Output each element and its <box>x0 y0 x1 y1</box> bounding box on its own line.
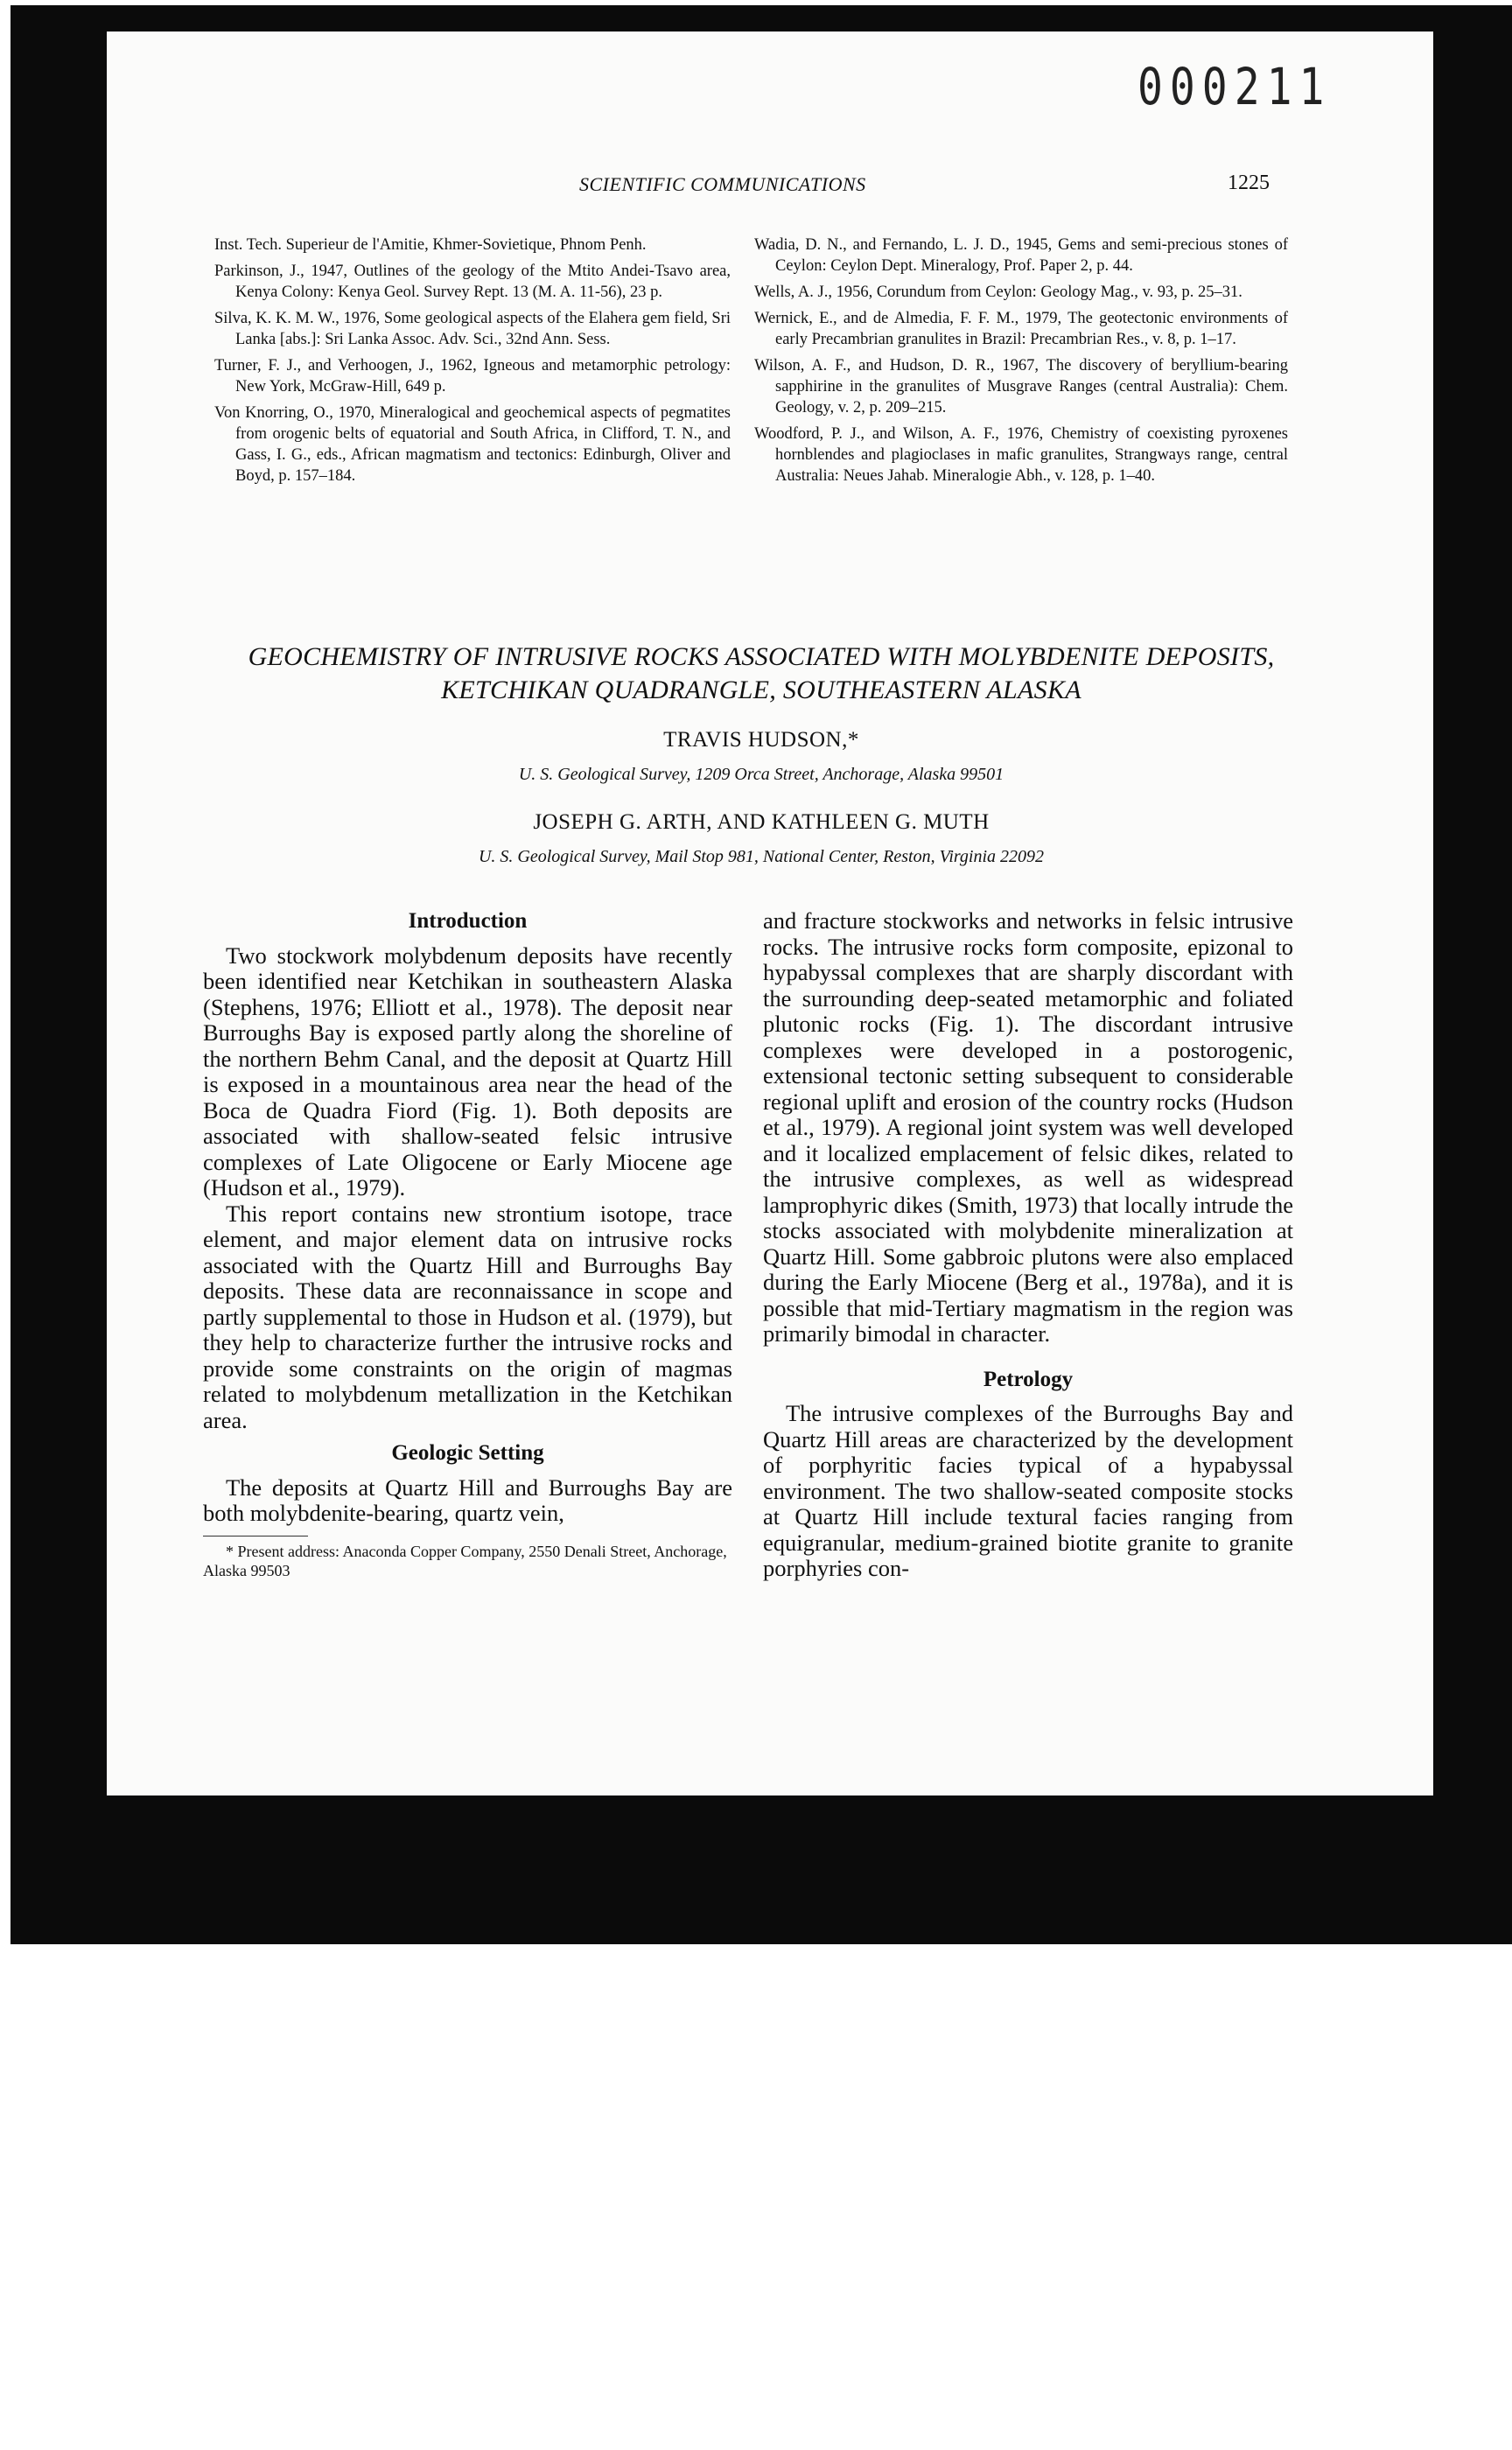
scan-border-bottom <box>10 1796 1512 1944</box>
body-left-column <box>203 906 732 1580</box>
page-number: 1225 <box>1228 172 1270 194</box>
author-primary: TRAVIS HUDSON,* <box>663 728 859 752</box>
running-header: SCIENTIFIC COMMUNICATIONS <box>579 173 866 195</box>
article-title-line-1: GEOCHEMISTRY OF INTRUSIVE ROCKS ASSOCIATED WITH MOLYBDENITE DEPOSITS, <box>248 642 1275 671</box>
reference-item: Wells, A. J., 1956, Corundum from Ceylon: Geology Mag., v. 93, p. 25–31. <box>754 284 1242 301</box>
reference-item: Silva, K. K. M. W., 1976, Some geological aspects of the Elahera gem field, Sri Lanka [abs.]: Sri Lanka Assoc. Adv. Sci., 32nd Ann. Sess. <box>214 310 731 348</box>
references-right-column <box>754 234 1288 492</box>
affiliation-secondary: U. S. Geological Survey, Mail Stop 981, National Center, Reston, Virginia 22092 <box>478 847 1045 866</box>
affiliation-primary: U. S. Geological Survey, 1209 Orca Street, Anchorage, Alaska 99501 <box>518 765 1004 784</box>
paragraph: This report contains new strontium isotope, trace element, and major element data on intrusive rocks associated with the Quartz Hill and Burroughs Bay deposits. These data are reconnaissance in scope and partly supplemental to those in Hudson et al. (1979), but they help to characterize further the intrusive rocks and provide some constraints on the origin of magmas related to molybdenum metallization in the Ketchikan area. <box>203 1200 732 1433</box>
scan-border-right <box>1433 5 1512 1944</box>
reference-item: Wilson, A. F., and Hudson, D. R., 1967, The discovery of beryllium-bearing sapphirine in the granulites of Musgrave Ranges (central Australia): Chem. Geology, v. 2, p. 209–215. <box>754 357 1288 416</box>
references-left-column <box>214 234 731 492</box>
reference-item: Wadia, D. N., and Fernando, L. J. D., 1945, Gems and semi-precious stones of Ceylon: Ceylon Dept. Mineralogy, Prof. Paper 2, p. 44. <box>754 236 1288 275</box>
reference-item: Woodford, P. J., and Wilson, A. F., 1976, Chemistry of coexisting pyroxenes hornblendes and plagioclases in mafic granulites, Strangways range, central Australia: Neues Jahab. Mineralogie Abh., v. 128, p. 1–40. <box>754 425 1288 485</box>
scan-border-top <box>10 5 1512 32</box>
document-stamp-number: 000211 <box>1138 58 1332 117</box>
reference-item: Von Knorring, O., 1970, Mineralogical and geochemical aspects of pegmatites from orogenic belts of equatorial and South Africa, in Clifford, T. N., and Gass, I. G., eds., African magmatism and tectonics: Edinburgh, Oliver and Boyd, p. 157–184. <box>214 404 731 485</box>
scan-border-left <box>10 5 107 1939</box>
reference-item: Parkinson, J., 1947, Outlines of the geology of the Mtito Andei-Tsavo area, Kenya Colony: Kenya Geol. Survey Rept. 13 (M. A. 11-56), 23 p. <box>214 262 731 301</box>
paragraph: and fracture stockworks and networks in felsic intrusive rocks. The intrusive rocks form composite, epizonal to hypabyssal complexes that are sharply discordant with the surrounding deep-seated metamorphic and foliated plutonic rocks (Fig. 1). The discordant intrusive complexes were developed in a postorogenic, extensional tectonic setting subsequent to considerable regional uplift and erosion of the country rocks (Hudson et al., 1979). A regional joint system was well developed and it localized emplacement of felsic dikes, related to the intrusive complexes, as well as widespread lamprophyric dikes (Smith, 1973) that locally intrude the stocks associated with molybdenite mineralization at Quartz Hill. Some gabbroic plutons were also emplaced during the Early Miocene (Berg et al., 1978a), and it is possible that mid-Tertiary magmatism in the region was primarily bimodal in character. <box>763 907 1293 1347</box>
footnote: * Present address: Anaconda Copper Company, 2550 Denali Street, Anchorage, Alaska 99503 <box>203 1542 727 1579</box>
reference-item: Inst. Tech. Superieur de l'Amitie, Khmer-Sovietique, Phnom Penh. <box>214 236 647 254</box>
article-title-line-2: KETCHIKAN QUADRANGLE, SOUTHEASTERN ALASKA <box>441 676 1082 704</box>
reference-item: Wernick, E., and de Almedia, F. F. M., 1979, The geotectonic environments of early Precambrian granulites in Brazil: Precambrian Res., v. 8, p. 1–17. <box>754 310 1288 348</box>
paragraph: Two stockwork molybdenum deposits have recently been identified near Ketchikan in southeastern Alaska (Stephens, 1976; Elliott et al., 1978). The deposit near Burroughs Bay is exposed partly along the shoreline of the northern Behm Canal, and the deposit at Quartz Hill is exposed in a mountainous area near the head of the Boca de Quadra Fiord (Fig. 1). Both deposits are associated with shallow-seated felsic intrusive complexes of Late Oligocene or Early Miocene age (Hudson et al., 1979). <box>203 942 732 1200</box>
section-heading-petrology: Petrology <box>983 1367 1074 1391</box>
paragraph: The intrusive complexes of the Burroughs Bay and Quartz Hill areas are characterized by the development of porphyritic facies typical of a hypabyssal environment. The two shallow-seated composite stocks at Quartz Hill include textural facies ranging from equigranular, medium-grained biotite granite to granite porphyries con- <box>763 1400 1293 1581</box>
section-heading-geologic-setting: Geologic Setting <box>391 1441 544 1465</box>
section-heading-introduction: Introduction <box>408 909 528 933</box>
article-title <box>158 640 1365 707</box>
reference-item: Turner, F. J., and Verhoogen, J., 1962, Igneous and metamorphic petrology: New York, McGraw-Hill, 649 p. <box>214 357 731 396</box>
paragraph: The deposits at Quartz Hill and Burroughs Bay are both molybdenite-bearing, quartz vein, <box>203 1474 732 1526</box>
author-secondary: JOSEPH G. ARTH, AND KATHLEEN G. MUTH <box>533 810 990 834</box>
body-right-column <box>763 908 1293 1582</box>
